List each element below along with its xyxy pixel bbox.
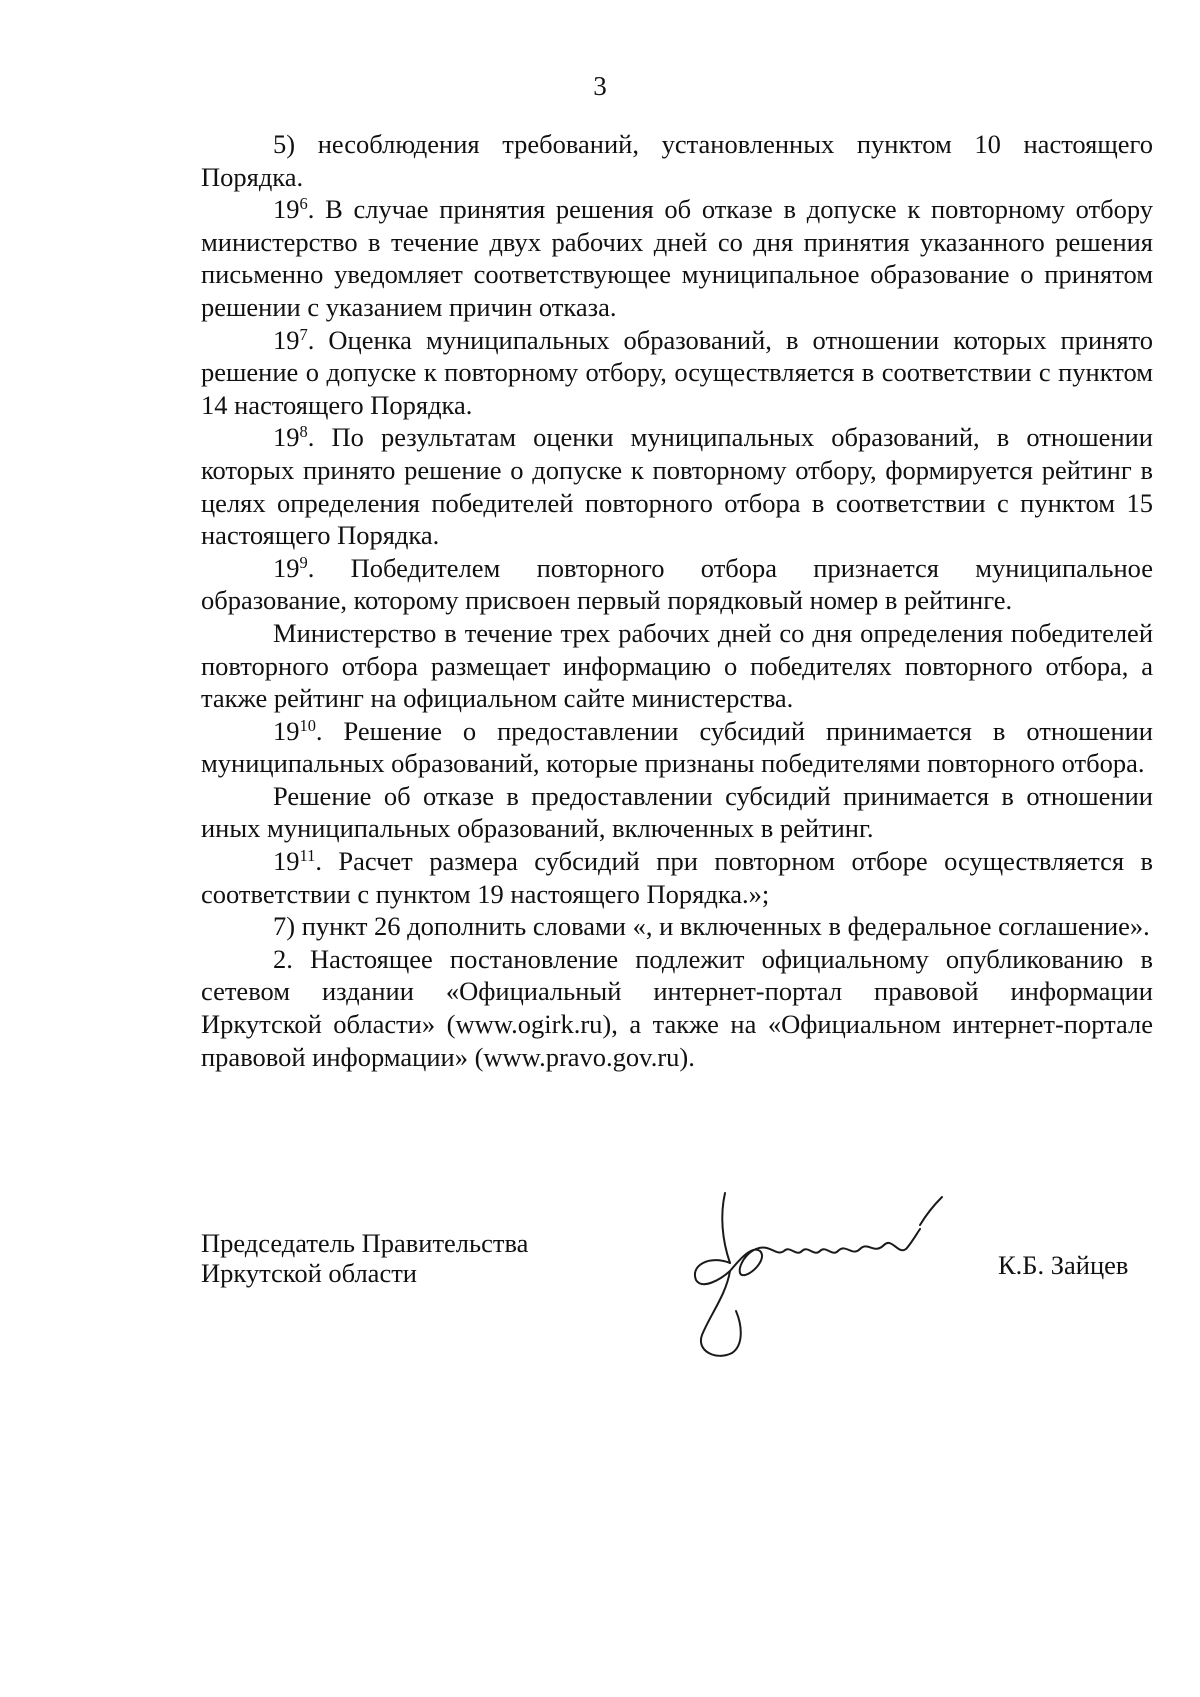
clause-number: 19 bbox=[273, 324, 300, 355]
paragraph-text: 2. Настоящее постановление подлежит официальному опубликованию в сетевом издании «Официальный интернет-портал правовой информации Иркутской области» (www.ogirk.ru), а также на «Официальном интернет-портале правовой информации» (www.pravo.gov.ru). bbox=[201, 943, 1153, 1072]
paragraph bbox=[201, 617, 1153, 715]
document-body bbox=[201, 128, 1153, 1073]
signer-name: К.Б. Зайцев bbox=[998, 1250, 1129, 1280]
clause-superscript: 10 bbox=[299, 715, 316, 735]
page-number: 3 bbox=[593, 71, 607, 101]
paragraph-text: Министерство в течение трех рабочих дней со дня определения победителей повторного отбора размещает информацию о победителях повторного отбора, а также рейтинг на официальном сайте министерства. bbox=[201, 617, 1153, 714]
paragraph-text: . Расчет размера субсидий при повторном отборе осуществляется в соответствии с пунктом 19 настоящего Порядка.»; bbox=[201, 846, 1153, 909]
paragraph-text: Решение об отказе в предоставлении субсидий принимается в отношении иных муниципальных образований, включенных в рейтинг. bbox=[201, 780, 1153, 844]
paragraph-text: . Победителем повторного отбора признается муниципальное образование, которому присвоен первый порядковый номер в рейтинге. bbox=[201, 552, 1153, 616]
clause-superscript: 11 bbox=[299, 846, 316, 866]
paragraph-text: . Решение о предоставлении субсидий принимается в отношении муниципальных образований, которые признаны победителями повторного отбора. bbox=[201, 715, 1153, 779]
paragraph-text: 5) несоблюдения требований, установленных пунктом 10 настоящего Порядка. bbox=[201, 129, 1153, 192]
paragraph bbox=[201, 910, 1153, 943]
paragraph-text: . В случае принятия решения об отказе в допуске к повторному отбору министерство в течение двух рабочих дней со дня принятия указанного решения письменно уведомляет соответствующее муниципальное образование о принятом решении с указанием причин отказа. bbox=[201, 194, 1153, 322]
paragraph bbox=[201, 943, 1153, 1073]
paragraph bbox=[201, 421, 1153, 551]
clause-number: 19 bbox=[273, 715, 300, 746]
signer-title-line: Председатель Правительства bbox=[201, 1228, 529, 1258]
clause-number: 19 bbox=[273, 552, 300, 583]
paragraph bbox=[201, 845, 1153, 910]
clause-superscript: 7 bbox=[299, 324, 308, 344]
signer-title-line: Иркутской области bbox=[201, 1258, 417, 1288]
paragraph bbox=[201, 715, 1153, 780]
paragraph bbox=[201, 193, 1153, 323]
clause-superscript: 8 bbox=[299, 422, 308, 442]
paragraph-text: . По результатам оценки муниципальных образований, в отношении которых принято решение о допуске к повторному отбору, формируется рейтинг в целях определения победителей повторного отбора в соответствии с пунктом 15 настоящего Порядка. bbox=[201, 422, 1153, 551]
paragraph bbox=[201, 552, 1153, 617]
paragraph bbox=[201, 780, 1153, 845]
paragraph bbox=[201, 128, 1153, 193]
clause-superscript: 6 bbox=[299, 194, 308, 214]
signer-title bbox=[201, 1228, 528, 1288]
clause-number: 19 bbox=[273, 422, 300, 453]
clause-number: 19 bbox=[273, 194, 300, 225]
clause-number: 19 bbox=[273, 846, 300, 877]
paragraph-text: . Оценка муниципальных образований, в отношении которых принято решение о допуске к повторному отбору, осуществляется в соответствии с пунктом 14 настоящего Порядка. bbox=[201, 324, 1153, 420]
handwritten-signature bbox=[680, 1185, 970, 1365]
paragraph-text: 7) пункт 26 дополнить словами «, и включенных в федеральное соглашение». bbox=[273, 911, 1150, 942]
clause-superscript: 9 bbox=[299, 552, 308, 572]
paragraph bbox=[201, 324, 1153, 422]
